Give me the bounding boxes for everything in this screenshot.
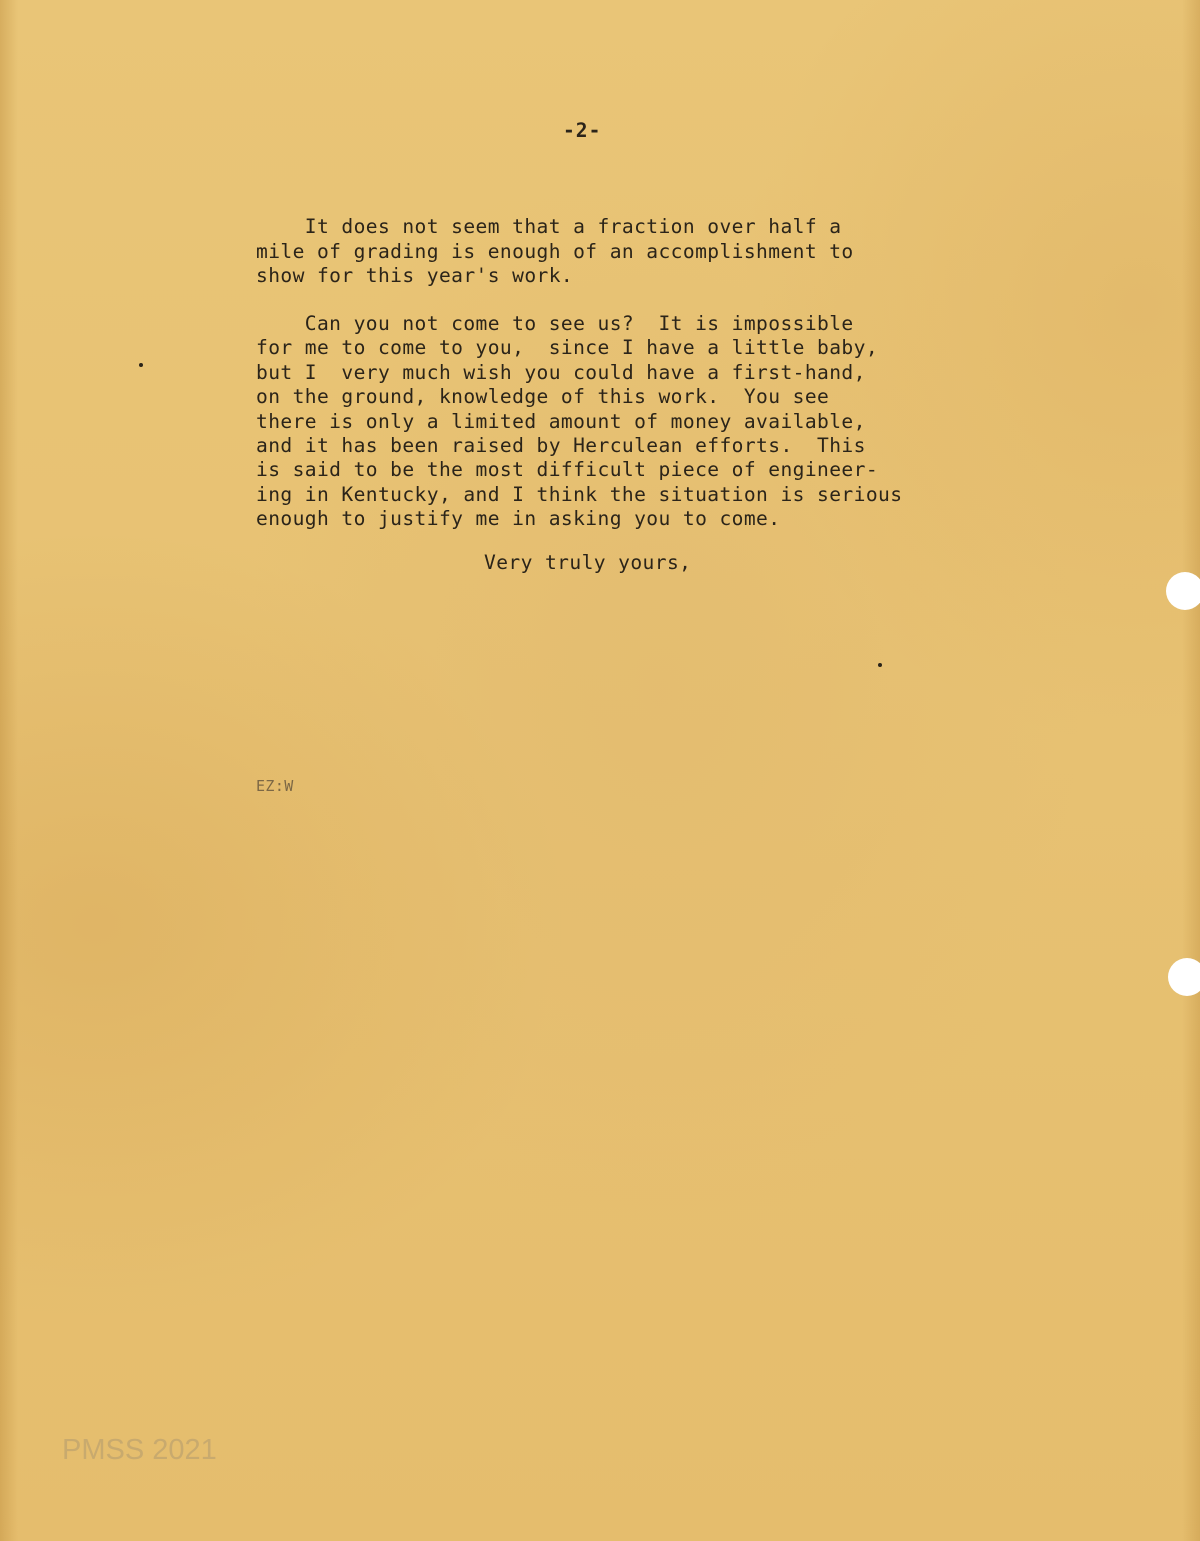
typist-initials: EZ:W bbox=[256, 777, 294, 795]
body-paragraph-2: Can you not come to see us? It is impossible for me to come to you, since I have a little baby, but I very much wish you could have a first-hand, on the ground, knowledge of this work. You see there is only a limited amount of money available, and it has been raised by Herculean efforts. This is said to be the most difficult piece of engineer- ing in Kentucky, and I think the situation is serious enough to justify me in asking you to come. bbox=[256, 312, 903, 531]
page-number: -2- bbox=[563, 119, 602, 142]
paper-left-edge bbox=[0, 0, 18, 1541]
body-paragraph-1: It does not seem that a fraction over half a mile of grading is enough of an accomplishment to show for this year's work. bbox=[256, 215, 854, 287]
closing-salutation: Very truly yours, bbox=[484, 551, 692, 574]
ink-speck bbox=[878, 663, 882, 667]
punch-hole-bottom bbox=[1168, 958, 1200, 996]
punch-hole-top bbox=[1166, 572, 1200, 610]
archive-watermark: PMSS 2021 bbox=[62, 1434, 217, 1466]
ink-speck bbox=[139, 363, 143, 367]
paper-right-edge bbox=[1182, 0, 1200, 1541]
